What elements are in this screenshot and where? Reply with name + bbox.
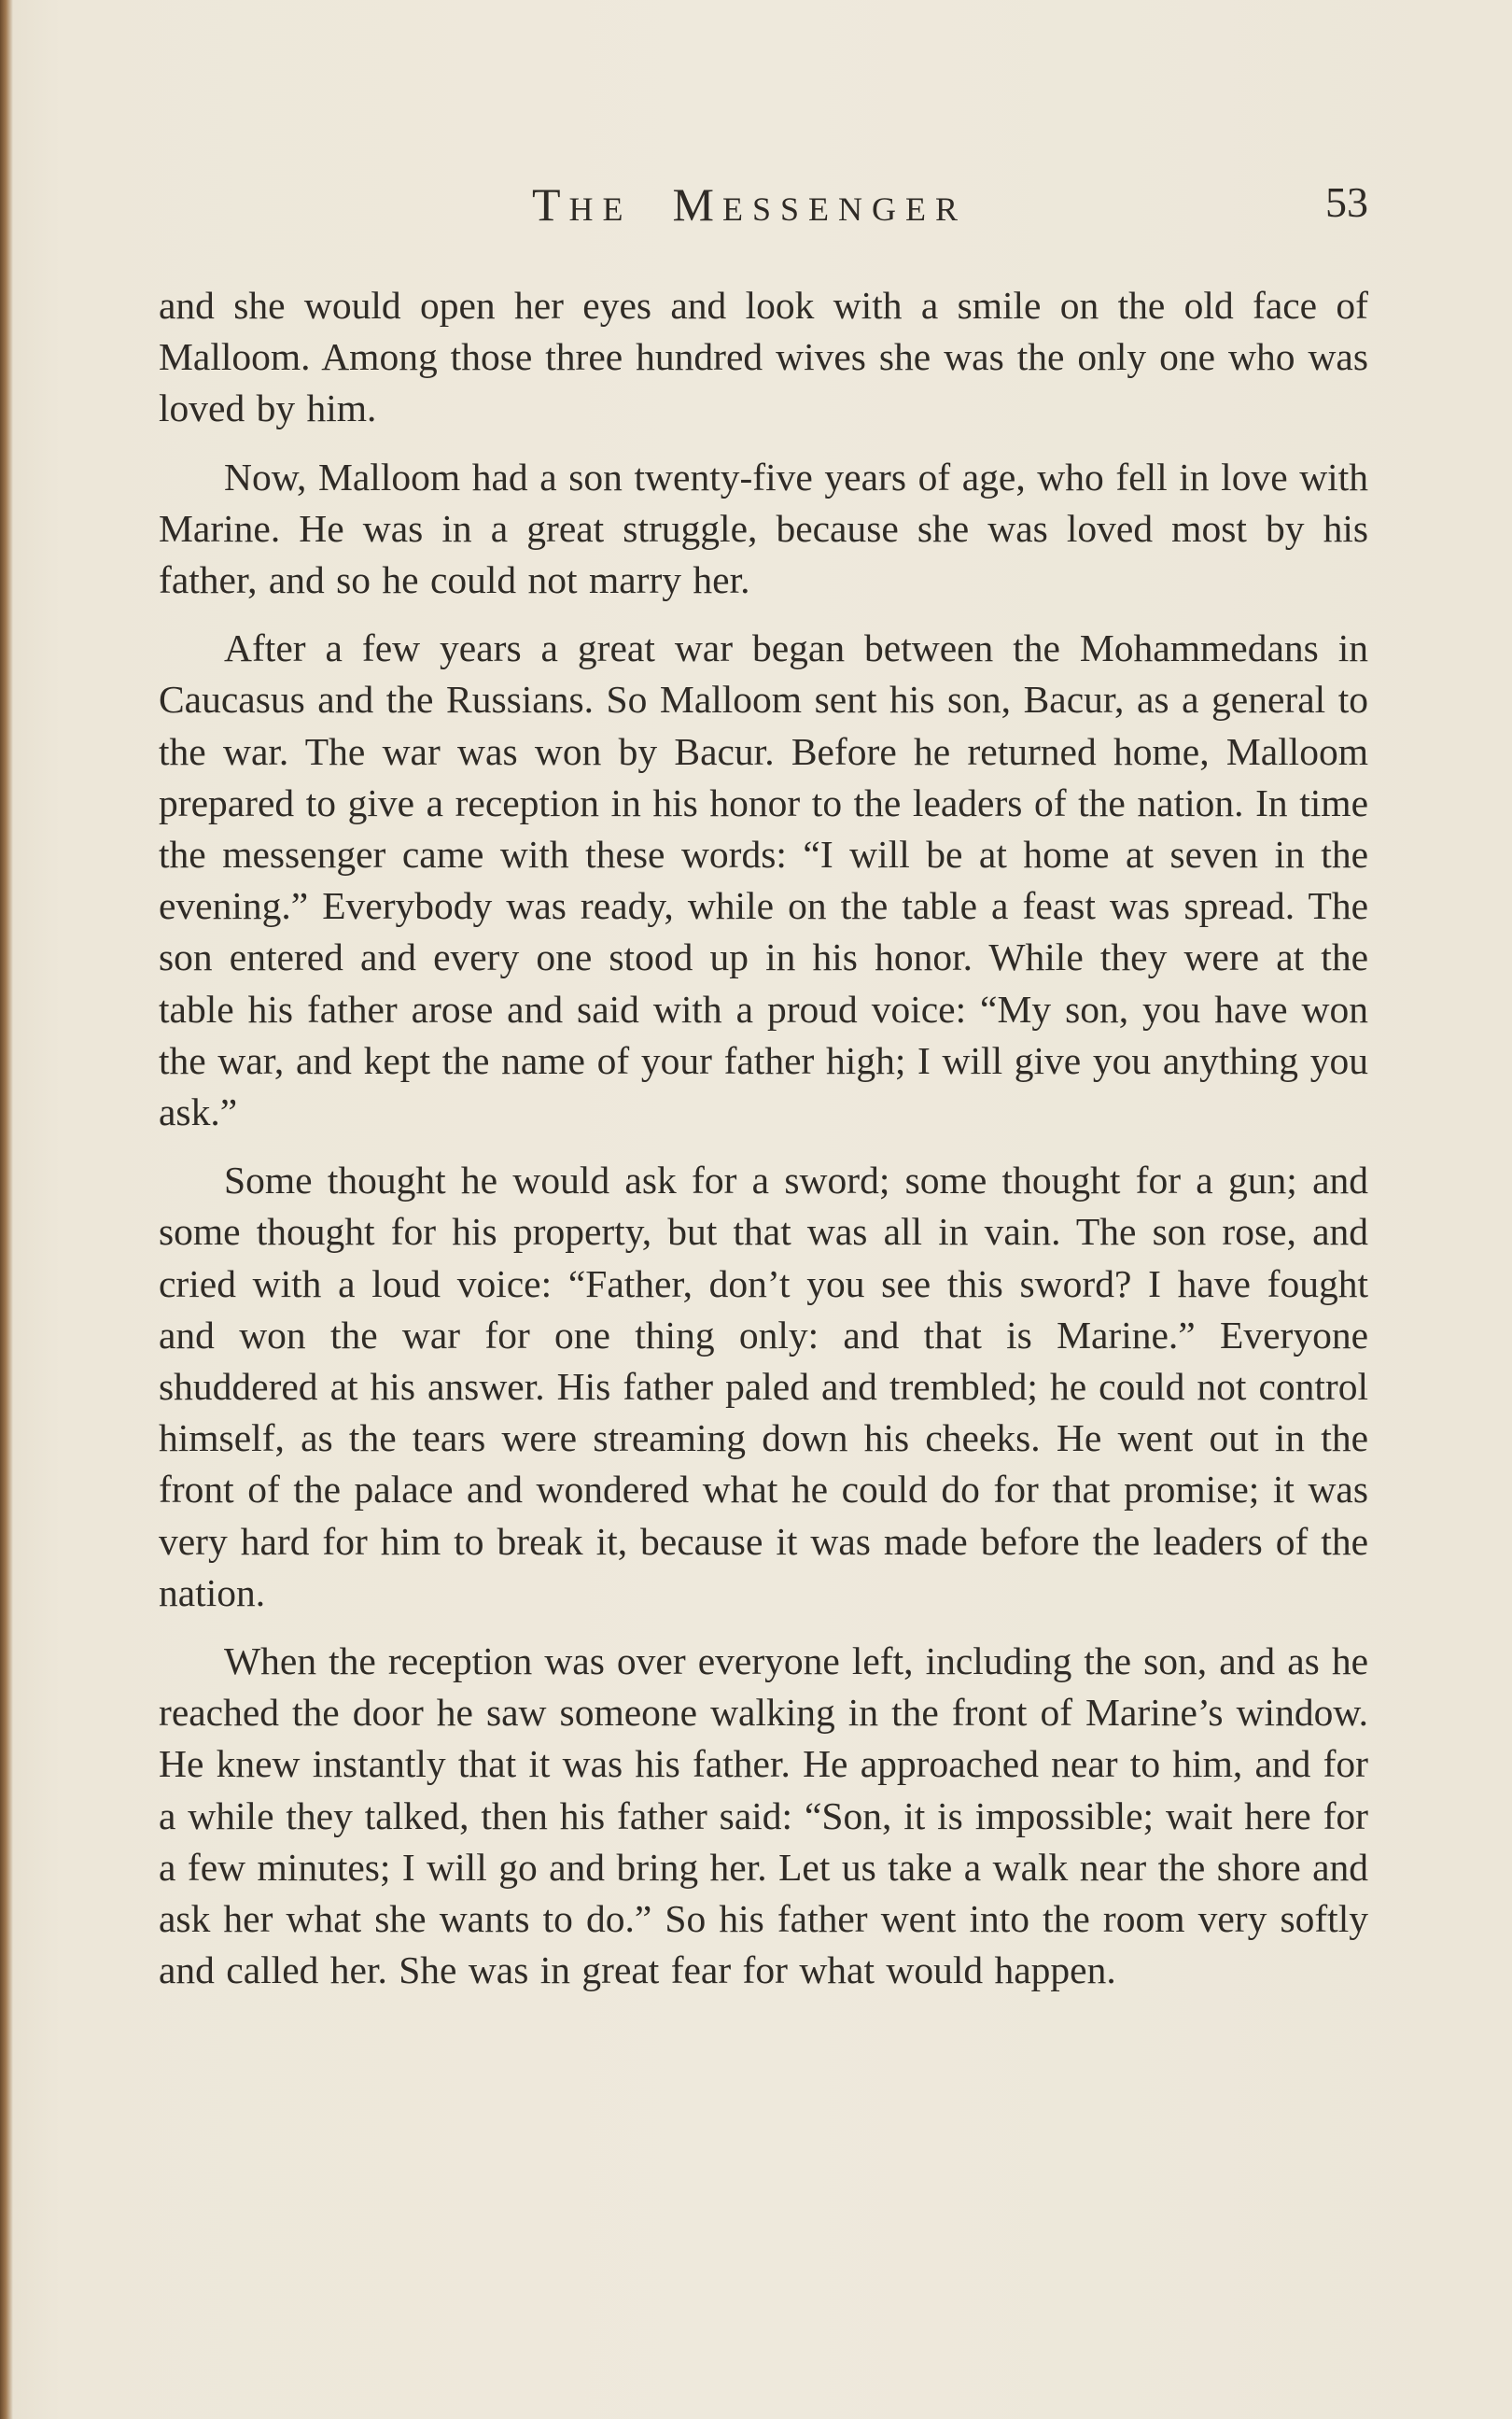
title-initial-2: M xyxy=(672,178,723,231)
title-smallcaps-1: HE xyxy=(568,190,633,228)
paragraph-3: After a few years a great war began between the Mohammedans in Caucasus and the Russians. So Malloom sent his son, Bacur, as a general to the war. The war was won by Bacur. Before he returned home, Malloom prepared to give a reception in his honor to the leaders of the nation. In time the messenger came with these words: “I will be at home at seven in the evening.” Everybody was ready, while on the table a feast was spread. The son entered and every one stood up in his honor. While they were at the table his father arose and said with a proud voice: “My son, you have won the war, and kept the name of your father high; I will give you anything you ask.” xyxy=(159,626,1368,1134)
running-head xyxy=(159,177,1368,243)
body-text xyxy=(159,280,1368,2014)
paragraph-1: and she would open her eyes and look with a smile on the old face of Malloom. Among those three hundred wives she was the only one who was loved by him. xyxy=(159,284,1368,430)
title-smallcaps-2: ESSENGER xyxy=(722,190,968,228)
paragraph-2: Now, Malloom had a son twenty-five years of age, who fell in love with Marine. He was in a great struggle, because she was loved most by his father, and so he could not marry her. xyxy=(159,455,1368,602)
paragraph-5: When the reception was over everyone left, including the son, and as he reached the door he saw someone walking in the front of Marine’s window. He knew instantly that it was his father. He approached near to him, and for a while they talked, then his father said: “Son, it is impossible; wait here for a few minutes; I will go and bring her. Let us take a walk near the shore and ask her what she wants to do.” So his father went into the room very softly and called her. She was in great fear for what would happen. xyxy=(159,1639,1368,1992)
title-initial-1: T xyxy=(532,178,569,231)
binding-shadow xyxy=(0,0,13,2419)
chapter-title xyxy=(532,177,967,232)
page-number: 53 xyxy=(1325,178,1368,226)
paragraph-4: Some thought he would ask for a sword; some thought for a gun; and some thought for his property, but that was all in vain. The son rose, and cried with a loud voice: “Father, don’t you see this sword? I have fought and won the war for one thing only: and that is Marine.” Everyone shuddered at his answer. His father paled and trembled; he could not control himself, as the tears were streaming down his cheeks. He went out in the front of the palace and wondered what he could do for that promise; it was very hard for him to break it, because it was made before the leaders of the nation. xyxy=(159,1159,1368,1614)
